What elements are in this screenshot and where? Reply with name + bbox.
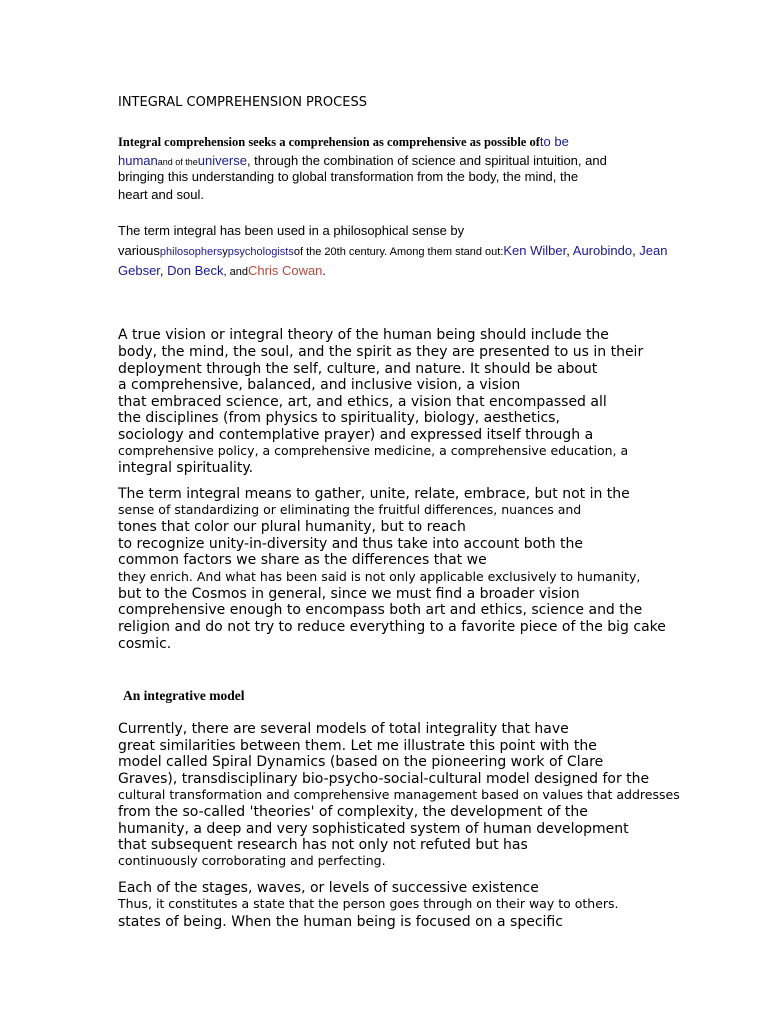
meaning-line: sense of standardizing or eliminating the fruitful differences, nuances and	[118, 502, 582, 517]
models-line: cultural transformation and comprehensive management based on values that addresses	[118, 787, 680, 802]
meaning-line: The term integral means to gather, unite, relate, embrace, but not in the	[118, 486, 630, 502]
vision-line: comprehensive policy, a comprehensive medicine, a comprehensive education, a	[118, 443, 629, 458]
stages-line: states of being. When the human being is focused on a specific	[118, 914, 563, 930]
models-line: model called Spiral Dynamics (based on the pioneering work of Clare	[118, 754, 604, 770]
term-line-1: The term integral has been used in a philosophical sense by	[118, 223, 465, 238]
intro-line-1: Integral comprehension seeks a comprehension as comprehensive as possible ofto be	[118, 134, 569, 149]
meaning-line: they enrich. And what has been said is not only applicable exclusively to humanity,	[118, 569, 641, 584]
link-psychologists[interactable]: psychologists	[227, 246, 294, 258]
link-don-beck[interactable]: Don Beck	[167, 263, 224, 278]
meaning-line: cosmic.	[118, 636, 172, 652]
vision-line: a comprehensive, balanced, and inclusive vision, a vision	[118, 377, 521, 393]
vision-line: sociology and contemplative prayer) and expressed itself through a	[118, 427, 594, 443]
meaning-line: to recognize unity-in-diversity and thus take into account both the	[118, 536, 584, 552]
meaning-line: but to the Cosmos in general, since we must find a broader vision	[118, 586, 580, 602]
link-chris-cowan[interactable]: Chris Cowan	[248, 263, 323, 278]
link-ken-wilber[interactable]: Ken Wilber	[503, 243, 567, 258]
vision-line: integral spirituality.	[118, 460, 254, 476]
meaning-line: comprehensive enough to encompass both art and ethics, science and the	[118, 602, 643, 618]
link-philosophers[interactable]: philosophers	[159, 246, 223, 258]
meaning-line: common factors we share as the differences that we	[118, 552, 487, 568]
intro-line-3: bringing this understanding to global transformation from the body, the mind, the	[118, 169, 579, 184]
models-line: Currently, there are several models of total integrality that have	[118, 721, 569, 737]
models-line: humanity, a deep and very sophisticated system of human development	[118, 821, 629, 837]
link-gebser[interactable]: Gebser	[118, 263, 160, 278]
vision-line: body, the mind, the soul, and the spirit as they are presented to us in their	[118, 344, 644, 360]
section-heading: An integrative model	[123, 688, 245, 703]
link-aurobindo[interactable]: Aurobindo	[572, 243, 633, 258]
document-title: INTEGRAL COMPREHENSION PROCESS	[118, 95, 367, 110]
models-line: from the so-called 'theories' of complexity, the development of the	[118, 804, 588, 820]
link-jean[interactable]: Jean	[639, 243, 668, 258]
link-to-be[interactable]: to be	[539, 134, 569, 149]
models-line: that subsequent research has not only not refuted but has	[118, 837, 528, 853]
intro-line-2: humanand of theuniverse, through the combination of science and spiritual intuition, and	[118, 153, 607, 168]
meaning-line: tones that color our plural humanity, but to reach	[118, 519, 466, 535]
models-line: great similarities between them. Let me illustrate this point with the	[118, 738, 597, 754]
models-line: Graves), transdisciplinary bio-psycho-social-cultural model designed for the	[118, 771, 650, 787]
term-line-3: Gebser, Don Beck, andChris Cowan.	[118, 263, 327, 278]
models-line: continuously corroborating and perfecting.	[118, 853, 386, 868]
vision-line: deployment through the self, culture, and nature. It should be about	[118, 361, 598, 377]
intro-line-4: heart and soul.	[118, 187, 205, 202]
meaning-line: religion and do not try to reduce everything to a favorite piece of the big cake	[118, 619, 666, 635]
vision-line: that embraced science, art, and ethics, a vision that encompassed all	[118, 394, 607, 410]
vision-line: A true vision or integral theory of the human being should include the	[118, 327, 609, 343]
stages-line: Thus, it constitutes a state that the person goes through on their way to others.	[118, 896, 619, 911]
link-universe[interactable]: universe	[197, 153, 247, 168]
stages-line: Each of the stages, waves, or levels of successive existence	[118, 880, 539, 896]
vision-line: the disciplines (from physics to spirituality, biology, aesthetics,	[118, 410, 560, 426]
link-human[interactable]: human	[118, 153, 158, 168]
term-line-2: variousphilosophersypsychologistsof the 20th century. Among them stand out:Ken Wilber, Aurobindo, Jean	[118, 243, 668, 258]
